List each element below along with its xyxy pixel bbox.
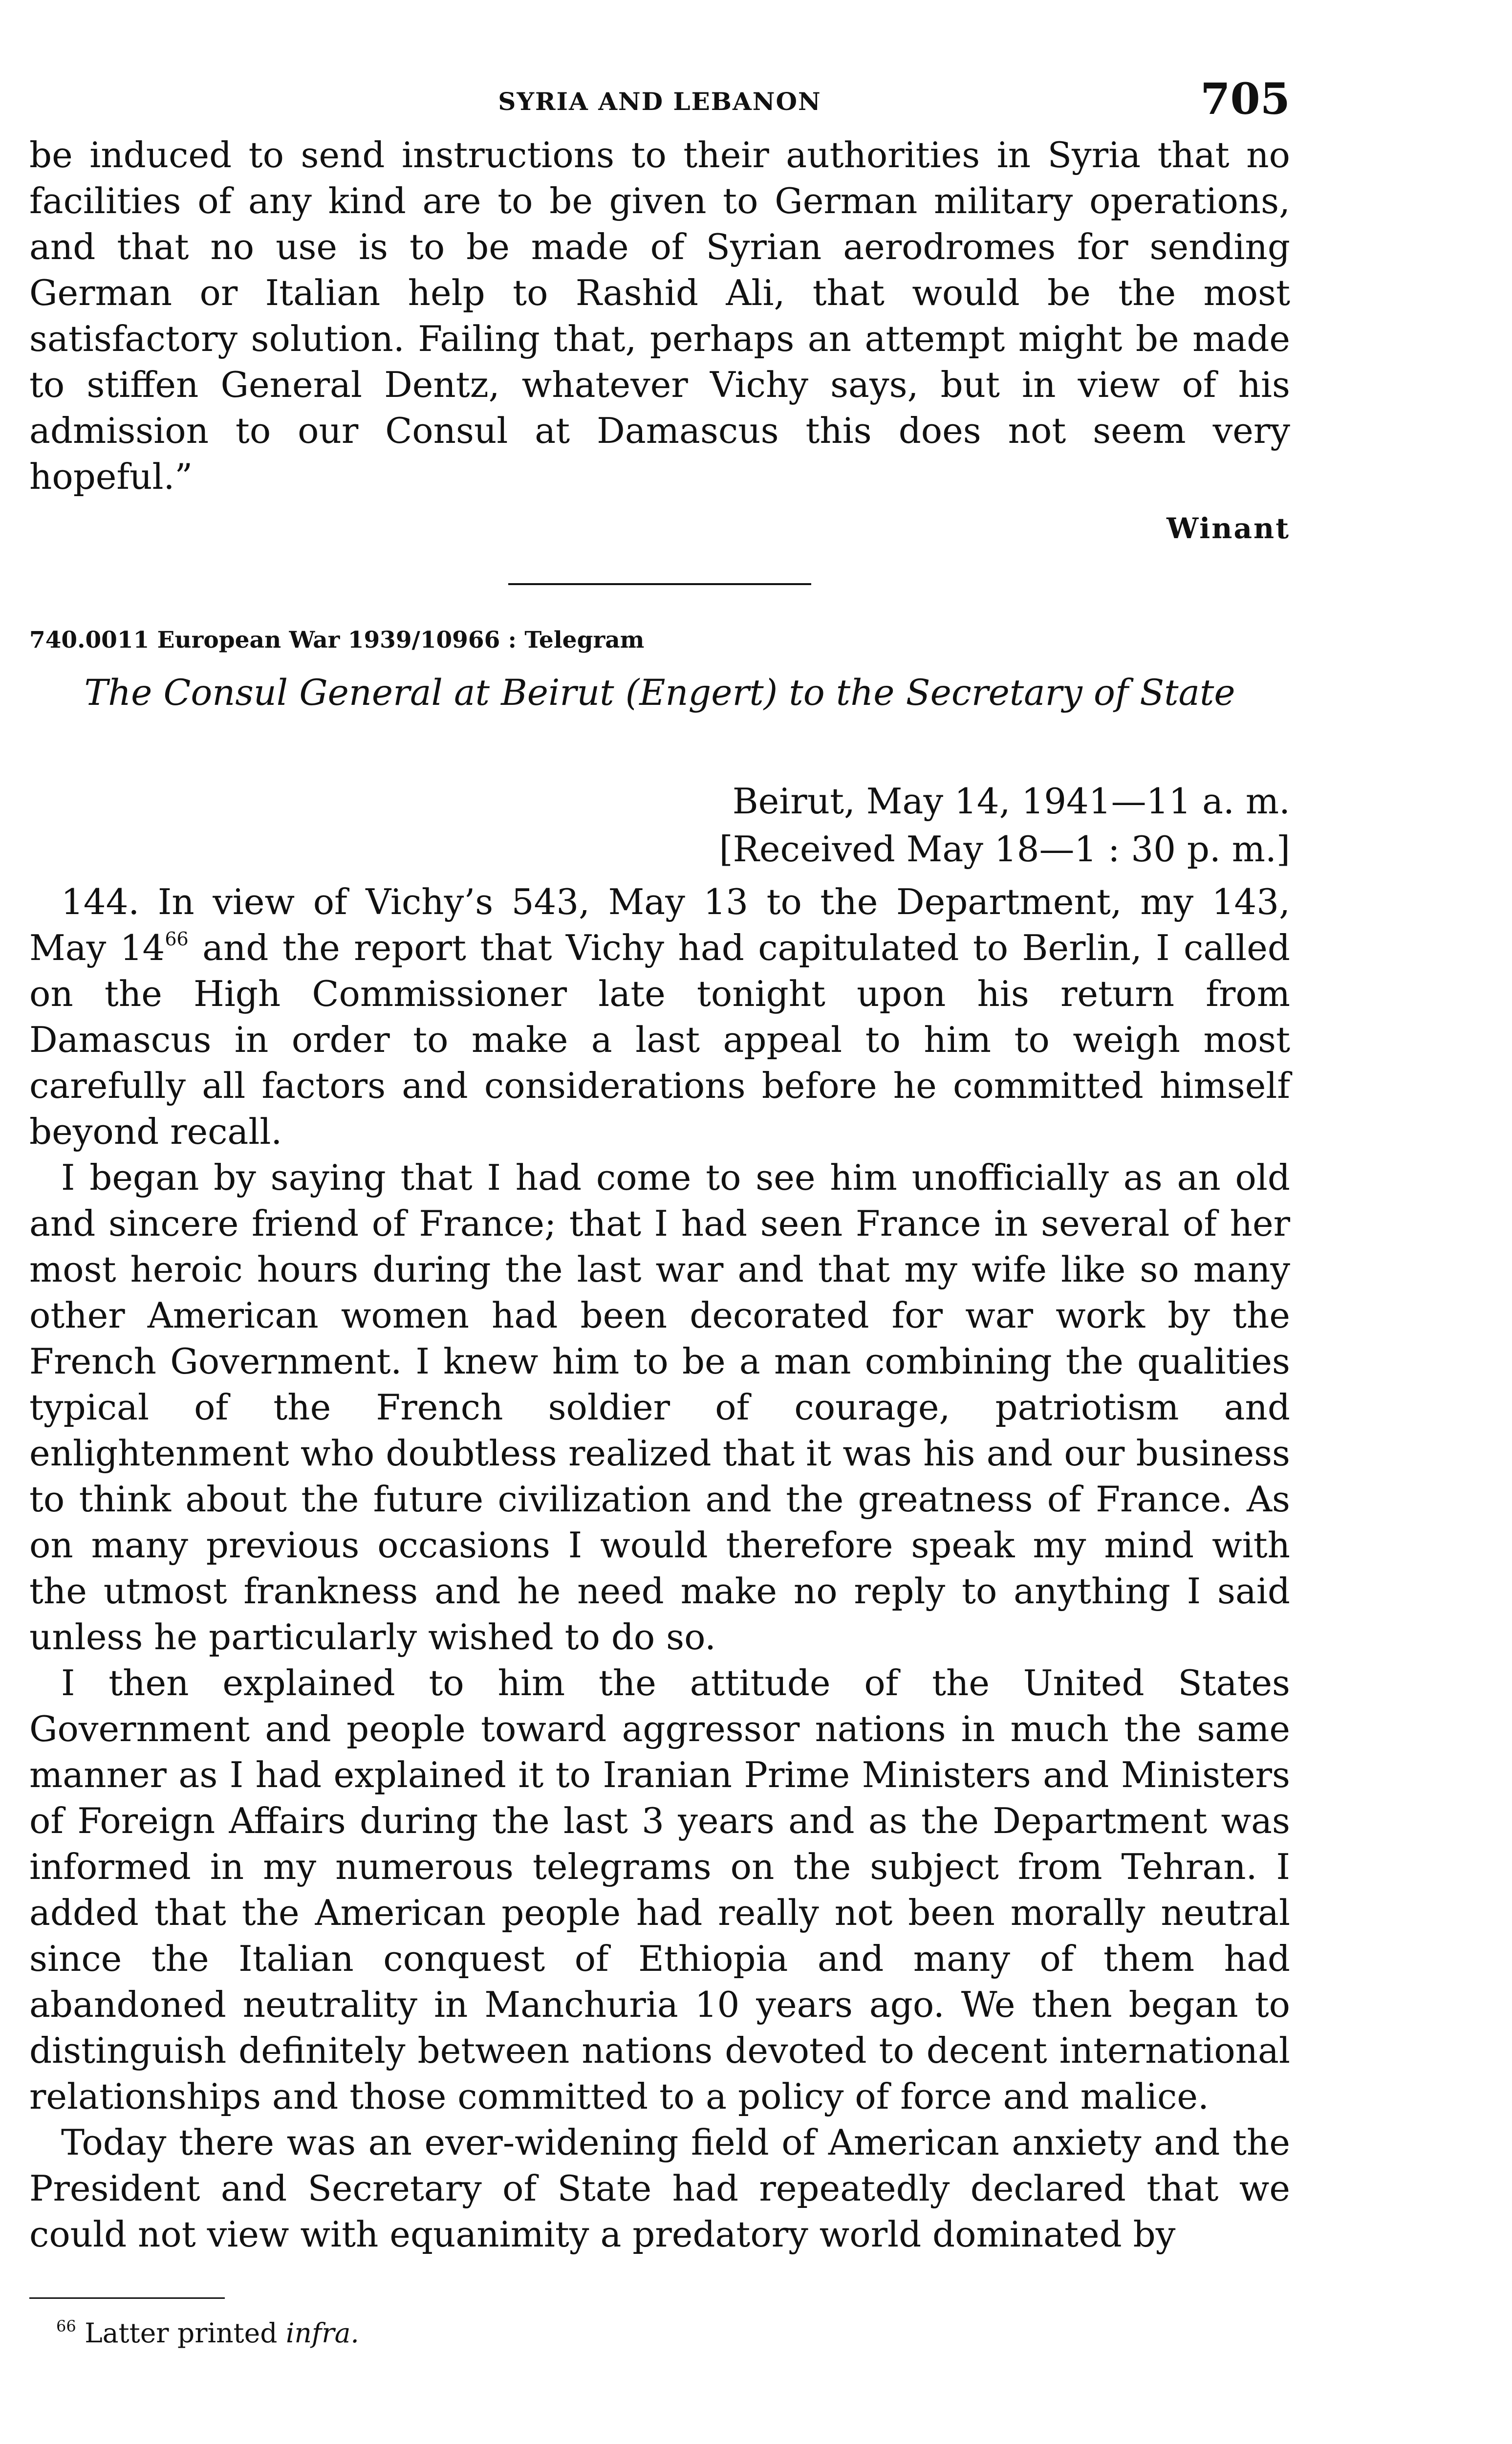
document-page bbox=[29, 73, 1290, 2349]
paragraph-4: Today there was an ever-widening field of American anxiety and the President and Secretary of State had repeatedly declared that we could not view with equanimity a predatory world dominated by bbox=[29, 2122, 1290, 2255]
running-head bbox=[29, 73, 1290, 132]
running-title: SYRIA AND LEBANON bbox=[498, 87, 821, 116]
footnote-italic-text: infra. bbox=[285, 2317, 359, 2349]
paragraph-1-start: 144. In view of Vichy’s 543, May 13 to the Department, my 143, May 14 bbox=[29, 881, 1290, 968]
dateline: Beirut, May 14, 1941—11 a. m. bbox=[732, 781, 1290, 822]
footnote-reference: 66 bbox=[165, 928, 189, 950]
paragraph-3: I then explained to him the attitude of the United States Government and people toward aggressor nations in much the same manner as I had explained it to Iranian Prime Ministers and Ministers of Foreign Affairs during the last 3 years and as the Department was informed in my numerous telegrams on the subject from Tehran. I added that the American people had really not been morally neutral since the Italian conquest of Ethiopia and many of them had abandoned neutrality in Manchuria 10 years ago. We then began to distinguish definitely between nations devoted to decent international relationships and those committed to a policy of force and malice. bbox=[29, 1662, 1290, 2117]
received-line: [Received May 18—1 : 30 p. m.] bbox=[719, 829, 1290, 870]
footnote-mark: 66 bbox=[56, 2317, 76, 2335]
signature: Winant bbox=[1166, 512, 1290, 545]
file-reference: 740.0011 European War 1939/10966 : Telegram bbox=[29, 627, 645, 654]
paragraph-1-end: and the report that Vichy had capitulated to Berlin, I called on the High Commissioner late tonight upon his return from Damascus in order to make a last appeal to him to weigh most carefully all factors and considerations before he committed himself beyond recall. bbox=[29, 927, 1291, 1152]
paragraph-1 bbox=[29, 879, 1290, 1155]
page-number: 705 bbox=[1200, 73, 1290, 124]
paragraph-2: I began by saying that I had come to see him unofficially as an old and sincere friend of France; that I had seen France in several of her most heroic hours during the last war and that my wife like so many other American women had been decorated for war work by the French Government. I knew him to be a man combining the qualities typical of the French soldier of courage, patriotism and enlightenment who doubtless realized that it was his and our business to think about the future civilization and the greatness of France. As on many previous occasions I would therefore speak my mind with the utmost frankness and he need make no reply to anything I said unless he particularly wished to do so. bbox=[29, 1157, 1290, 1658]
intro-quote-paragraph: be induced to send instructions to their authorities in Syria that no facilities of any kind are to be given to German military operations, and that no use is to be made of Syrian aerodromes for sending German or Italian help to Rashid Ali, that would be the most satisfactory solution. Failing that, perhaps an attempt might be made to stiffen General Dentz, whatever Vichy says, but in view of his admission to our Consul at Damascus this does not seem very hopeful.” bbox=[29, 134, 1290, 497]
footnote bbox=[29, 2317, 1290, 2349]
document-title: The Consul General at Beirut (Engert) to the Secretary of State bbox=[84, 672, 1235, 714]
dateline-block bbox=[29, 777, 1290, 873]
section-divider bbox=[508, 583, 811, 585]
footnote-divider bbox=[29, 2297, 225, 2299]
footnote-text: Latter printed bbox=[85, 2317, 286, 2349]
